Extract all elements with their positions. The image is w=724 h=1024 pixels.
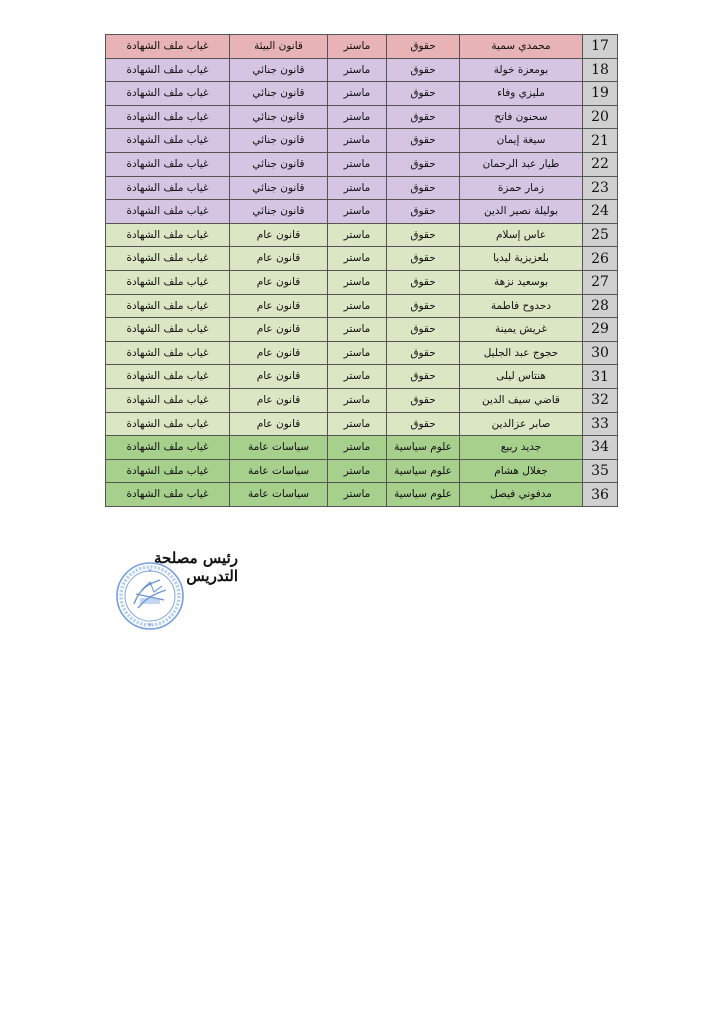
department-cell: حقوق: [387, 82, 460, 106]
status-cell: غياب ملف الشهادة: [106, 200, 230, 224]
level-cell: ماستر: [328, 388, 387, 412]
student-name-cell: صابر عزالدين: [460, 412, 583, 436]
department-cell: حقوق: [387, 270, 460, 294]
student-name-cell: قاضي سيف الدين: [460, 388, 583, 412]
level-cell: ماستر: [328, 200, 387, 224]
table-row: [106, 436, 618, 460]
department-cell: حقوق: [387, 388, 460, 412]
status-cell: غياب ملف الشهادة: [106, 294, 230, 318]
table-row: [106, 176, 618, 200]
table-row: [106, 341, 618, 365]
specialty-cell: قانون عام: [230, 223, 328, 247]
department-cell: علوم سياسية: [387, 436, 460, 460]
level-cell: ماستر: [328, 341, 387, 365]
table-row: [106, 318, 618, 342]
student-name-cell: غريش يمينة: [460, 318, 583, 342]
status-cell: غياب ملف الشهادة: [106, 105, 230, 129]
level-cell: ماستر: [328, 318, 387, 342]
stamp-icon: [114, 560, 186, 632]
status-cell: غياب ملف الشهادة: [106, 365, 230, 389]
student-name-cell: هنتاس ليلى: [460, 365, 583, 389]
table-row: [106, 388, 618, 412]
student-name-cell: جغلال هشام: [460, 459, 583, 483]
table-row: [106, 200, 618, 224]
level-cell: ماستر: [328, 58, 387, 82]
department-cell: حقوق: [387, 294, 460, 318]
specialty-cell: قانون عام: [230, 247, 328, 271]
student-name-cell: سيغة إيمان: [460, 129, 583, 153]
row-number: 24: [583, 200, 618, 224]
status-cell: غياب ملف الشهادة: [106, 318, 230, 342]
level-cell: ماستر: [328, 270, 387, 294]
row-number: 28: [583, 294, 618, 318]
level-cell: ماستر: [328, 223, 387, 247]
row-number: 30: [583, 341, 618, 365]
status-cell: غياب ملف الشهادة: [106, 436, 230, 460]
student-name-cell: مدفوني فيصل: [460, 483, 583, 507]
students-table-body: [106, 35, 618, 507]
level-cell: ماستر: [328, 82, 387, 106]
table-row: [106, 105, 618, 129]
level-cell: ماستر: [328, 294, 387, 318]
specialty-cell: قانون جنائي: [230, 105, 328, 129]
department-cell: حقوق: [387, 58, 460, 82]
specialty-cell: قانون عام: [230, 294, 328, 318]
status-cell: غياب ملف الشهادة: [106, 270, 230, 294]
row-number: 19: [583, 82, 618, 106]
table-row: [106, 459, 618, 483]
department-cell: حقوق: [387, 247, 460, 271]
specialty-cell: قانون جنائي: [230, 152, 328, 176]
student-name-cell: سحنون فاتح: [460, 105, 583, 129]
student-name-cell: محمدي سمية: [460, 35, 583, 59]
table-row: [106, 294, 618, 318]
student-name-cell: زمار حمزة: [460, 176, 583, 200]
department-cell: حقوق: [387, 200, 460, 224]
department-cell: حقوق: [387, 318, 460, 342]
row-number: 35: [583, 459, 618, 483]
specialty-cell: قانون البيئة: [230, 35, 328, 59]
level-cell: ماستر: [328, 483, 387, 507]
row-number: 27: [583, 270, 618, 294]
student-name-cell: دحدوح فاطمة: [460, 294, 583, 318]
department-cell: علوم سياسية: [387, 459, 460, 483]
level-cell: ماستر: [328, 176, 387, 200]
status-cell: غياب ملف الشهادة: [106, 483, 230, 507]
department-cell: حقوق: [387, 365, 460, 389]
status-cell: غياب ملف الشهادة: [106, 247, 230, 271]
department-cell: حقوق: [387, 176, 460, 200]
status-cell: غياب ملف الشهادة: [106, 176, 230, 200]
specialty-cell: قانون عام: [230, 318, 328, 342]
row-number: 20: [583, 105, 618, 129]
specialty-cell: قانون عام: [230, 412, 328, 436]
specialty-cell: سياسات عامة: [230, 459, 328, 483]
status-cell: غياب ملف الشهادة: [106, 152, 230, 176]
student-name-cell: جديد ربيع: [460, 436, 583, 460]
specialty-cell: سياسات عامة: [230, 483, 328, 507]
svg-text:★: ★: [147, 568, 153, 574]
table-row: [106, 58, 618, 82]
table-row: [106, 247, 618, 271]
department-cell: حقوق: [387, 152, 460, 176]
row-number: 25: [583, 223, 618, 247]
student-name-cell: بوسعيد نزهة: [460, 270, 583, 294]
row-number: 32: [583, 388, 618, 412]
table-row: [106, 35, 618, 59]
table-row: [106, 152, 618, 176]
table-row: [106, 82, 618, 106]
row-number: 21: [583, 129, 618, 153]
student-name-cell: بوليلة نصير الدين: [460, 200, 583, 224]
table-row: [106, 129, 618, 153]
signature-title: رئيس مصلحة التدريس: [153, 549, 238, 585]
table-row: [106, 270, 618, 294]
table-row: [106, 412, 618, 436]
status-cell: غياب ملف الشهادة: [106, 412, 230, 436]
student-name-cell: بلعزيزية ليديا: [460, 247, 583, 271]
specialty-cell: قانون جنائي: [230, 58, 328, 82]
svg-text:★: ★: [147, 622, 153, 628]
level-cell: ماستر: [328, 412, 387, 436]
row-number: 33: [583, 412, 618, 436]
specialty-cell: قانون جنائي: [230, 176, 328, 200]
student-name-cell: طيار عبد الرحمان: [460, 152, 583, 176]
status-cell: غياب ملف الشهادة: [106, 58, 230, 82]
department-cell: علوم سياسية: [387, 483, 460, 507]
level-cell: ماستر: [328, 459, 387, 483]
status-cell: غياب ملف الشهادة: [106, 82, 230, 106]
row-number: 23: [583, 176, 618, 200]
row-number: 18: [583, 58, 618, 82]
row-number: 31: [583, 365, 618, 389]
row-number: 22: [583, 152, 618, 176]
row-number: 26: [583, 247, 618, 271]
level-cell: ماستر: [328, 152, 387, 176]
table-row: [106, 483, 618, 507]
status-cell: غياب ملف الشهادة: [106, 223, 230, 247]
department-cell: حقوق: [387, 129, 460, 153]
level-cell: ماستر: [328, 365, 387, 389]
specialty-cell: قانون جنائي: [230, 129, 328, 153]
student-name-cell: حجوج عبد الجليل: [460, 341, 583, 365]
status-cell: غياب ملف الشهادة: [106, 388, 230, 412]
specialty-cell: قانون عام: [230, 388, 328, 412]
department-cell: حقوق: [387, 105, 460, 129]
status-cell: غياب ملف الشهادة: [106, 459, 230, 483]
row-number: 29: [583, 318, 618, 342]
row-number: 36: [583, 483, 618, 507]
department-cell: حقوق: [387, 223, 460, 247]
department-cell: حقوق: [387, 341, 460, 365]
specialty-cell: قانون جنائي: [230, 200, 328, 224]
department-cell: حقوق: [387, 35, 460, 59]
specialty-cell: قانون عام: [230, 365, 328, 389]
level-cell: ماستر: [328, 129, 387, 153]
level-cell: ماستر: [328, 105, 387, 129]
department-cell: حقوق: [387, 412, 460, 436]
level-cell: ماستر: [328, 35, 387, 59]
level-cell: ماستر: [328, 247, 387, 271]
specialty-cell: قانون جنائي: [230, 82, 328, 106]
specialty-cell: سياسات عامة: [230, 436, 328, 460]
table-row: [106, 223, 618, 247]
table-row: [106, 365, 618, 389]
specialty-cell: قانون عام: [230, 270, 328, 294]
row-number: 17: [583, 35, 618, 59]
status-cell: غياب ملف الشهادة: [106, 35, 230, 59]
status-cell: غياب ملف الشهادة: [106, 341, 230, 365]
status-cell: غياب ملف الشهادة: [106, 129, 230, 153]
row-number: 34: [583, 436, 618, 460]
student-name-cell: مليزي وفاء: [460, 82, 583, 106]
student-name-cell: عاس إسلام: [460, 223, 583, 247]
student-name-cell: بومعزة خولة: [460, 58, 583, 82]
students-table: [105, 34, 618, 507]
level-cell: ماستر: [328, 436, 387, 460]
specialty-cell: قانون عام: [230, 341, 328, 365]
